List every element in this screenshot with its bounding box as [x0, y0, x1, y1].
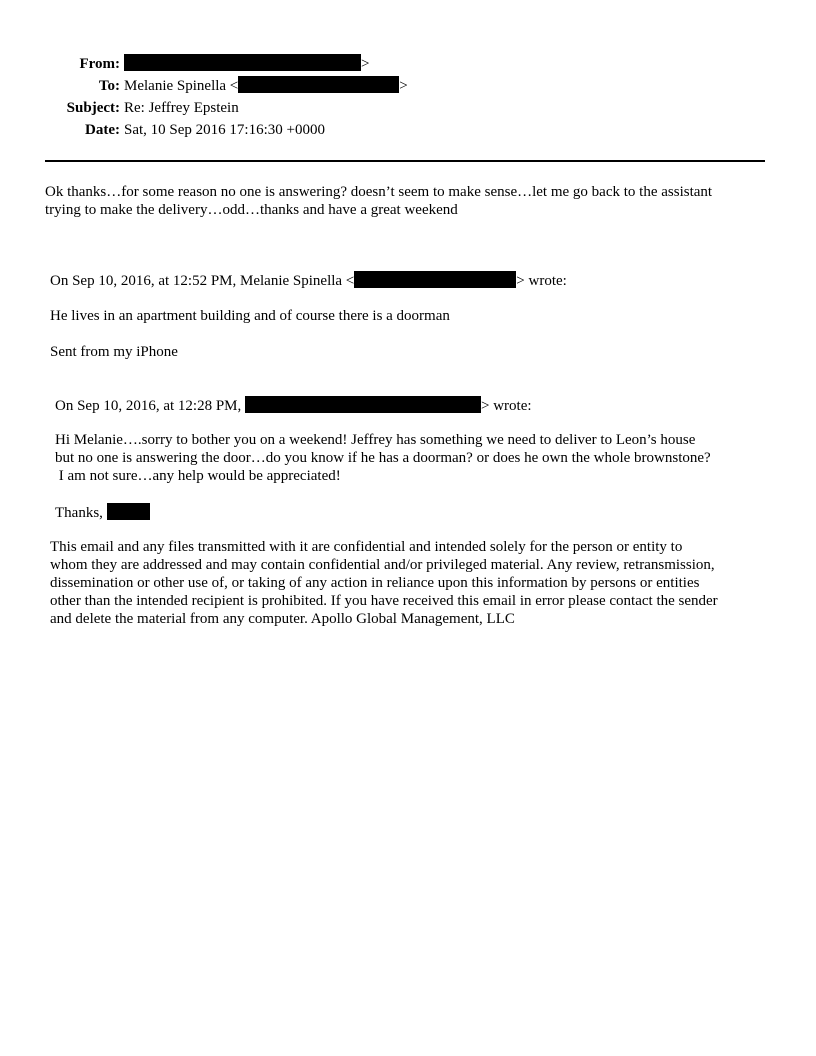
reply-body [45, 183, 765, 219]
quote2-attribution [55, 396, 532, 415]
from-label: From: [79, 56, 120, 72]
attribution-prefix: On Sep 10, 2016, at 12:28 PM, [55, 398, 246, 414]
to-row [0, 75, 816, 97]
confidentiality-disclaimer [50, 538, 770, 628]
to-suffix: > [399, 78, 408, 94]
from-suffix: > [361, 56, 370, 72]
redaction-box [354, 271, 516, 288]
date-label: Date: [85, 122, 120, 138]
attribution-prefix: On Sep 10, 2016, at 12:52 PM, Melanie Spinella < [50, 273, 355, 289]
redaction-box [124, 54, 361, 71]
to-name: Melanie Spinella < [124, 78, 239, 94]
quote1-signature: Sent from my iPhone [50, 344, 178, 360]
quote1-attribution [50, 271, 567, 290]
subject-label: Subject: [66, 100, 120, 116]
date-value: Sat, 10 Sep 2016 17:16:30 +0000 [124, 122, 325, 138]
disclaimer-line: dissemination or other use of, or taking of any action in reliance upon this information by persons or entities [50, 575, 700, 591]
quote2-line: but no one is answering the door…do you know if he has a doorman? or does he own the whole brownstone? [55, 450, 711, 466]
subject-value: Re: Jeffrey Epstein [124, 100, 239, 116]
disclaimer-line: other than the intended recipient is prohibited. If you have received this email in error please contact the sender [50, 593, 718, 609]
disclaimer-line: and delete the material from any computer. Apollo Global Management, LLC [50, 611, 515, 627]
quote2-line: I am not sure…any help would be appreciated! [55, 468, 341, 484]
reply-line: trying to make the delivery…odd…thanks and have a great weekend [45, 202, 458, 218]
reply-line: Ok thanks…for some reason no one is answering? doesn’t seem to make sense…let me go back to the assistant [45, 184, 713, 200]
attribution-suffix: > wrote: [516, 273, 567, 289]
quote1-text: He lives in an apartment building and of course there is a doorman [50, 308, 450, 324]
to-label: To: [98, 78, 120, 94]
thanks-text: Thanks, [55, 505, 107, 521]
attribution-suffix: > wrote: [481, 398, 532, 414]
date-row [0, 119, 816, 141]
disclaimer-line: whom they are addressed and may contain confidential and/or privileged material. Any review, retransmission, [50, 557, 715, 573]
from-value [124, 53, 369, 75]
redaction-box [238, 76, 399, 93]
redaction-box [245, 396, 481, 413]
to-value [124, 75, 408, 97]
quote2-body [55, 431, 775, 485]
subject-row [0, 97, 816, 119]
header-divider [45, 160, 765, 162]
from-row [0, 53, 816, 75]
redaction-box [107, 503, 150, 520]
quote2-thanks [55, 503, 150, 522]
quote2-line: Hi Melanie….sorry to bother you on a weekend! Jeffrey has something we need to deliver to Leon’s house [55, 432, 696, 448]
email-header [0, 53, 816, 141]
disclaimer-line: This email and any files transmitted with it are confidential and intended solely for the person or entity to [50, 539, 683, 555]
